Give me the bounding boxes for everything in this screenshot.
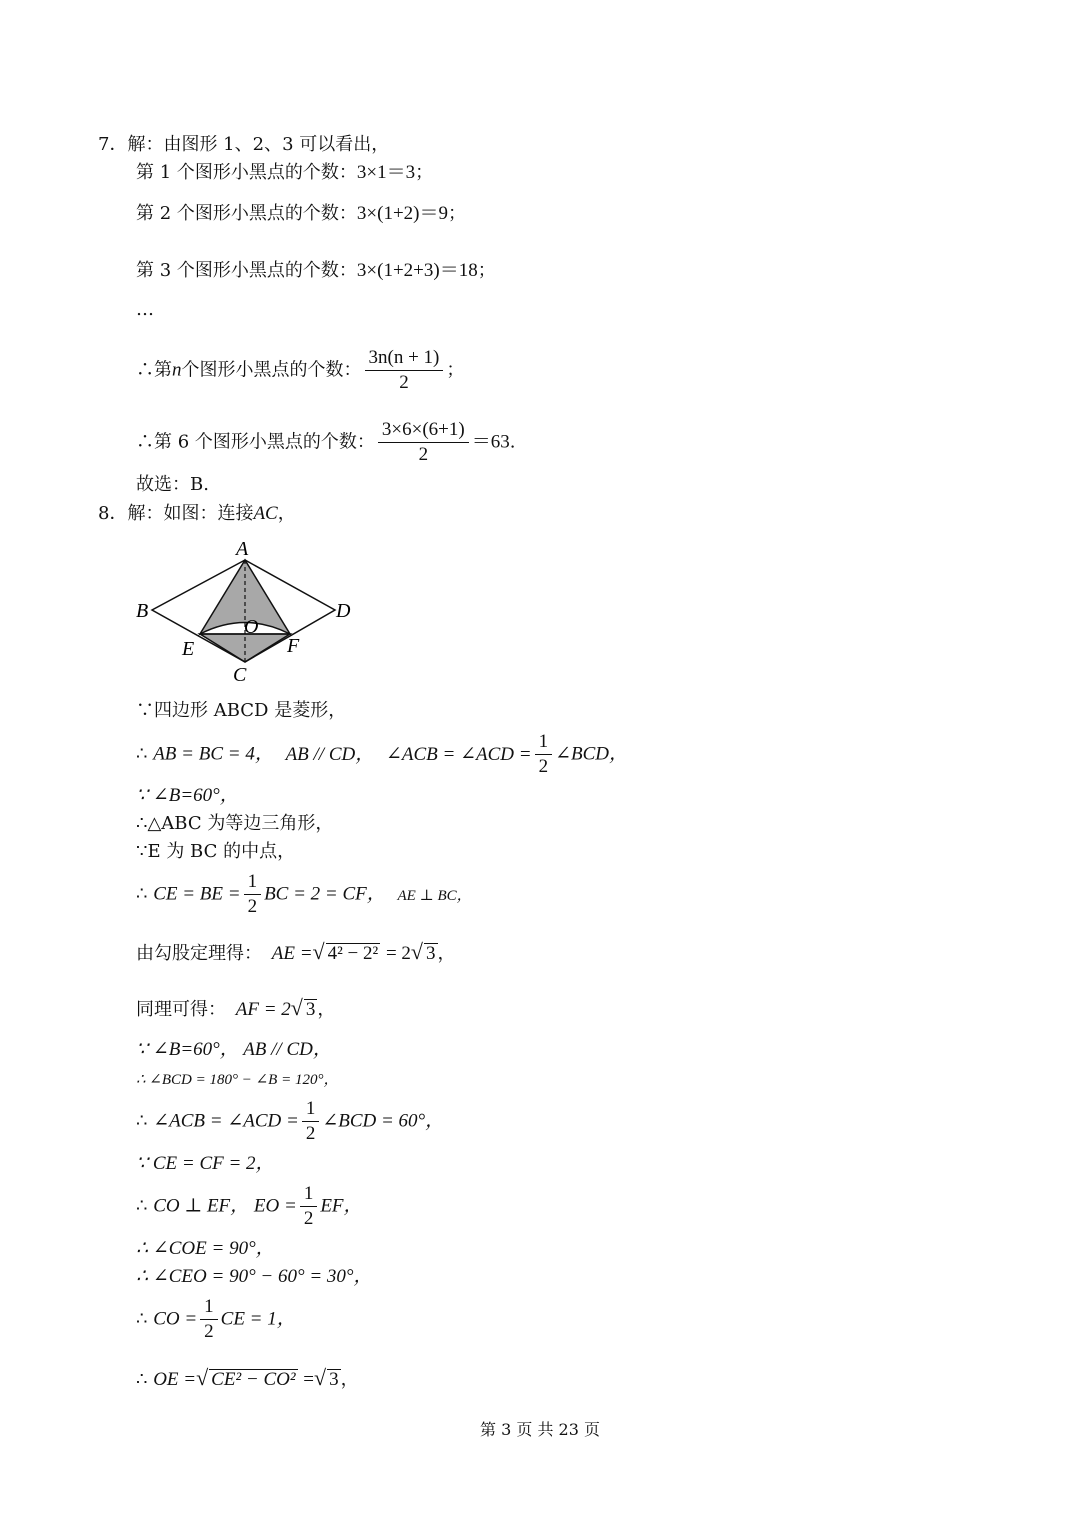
- q8-step-8-radicand: 3: [305, 999, 316, 1020]
- label-c: C: [233, 664, 247, 686]
- q8-step-13-a: CO ⊥ EF， EO =: [153, 1195, 297, 1217]
- q8-step-16-denominator: 2: [204, 1321, 214, 1342]
- q8-step-2-b: AB // CD，: [285, 743, 375, 765]
- q7-heading: [98, 133, 389, 157]
- q7-line-5-numerator: 3×6×(6+1): [378, 419, 469, 443]
- q8-step-9-text: ∵ ∠B=60°， AB // CD，: [136, 1039, 332, 1060]
- q8-step-6-denominator: 2: [247, 896, 258, 917]
- q8-step-17-radicand: CE² − CO²: [211, 1369, 296, 1390]
- q7-line-1-expr: 3×1＝3: [356, 162, 416, 183]
- q8-step-13-numerator: 1: [300, 1183, 318, 1207]
- q8-step-6-c: AE ⊥ BC，: [397, 887, 472, 904]
- radical-sign-icon: √: [290, 995, 303, 1020]
- q8-step-16-a: CO =: [153, 1308, 198, 1330]
- q8-heading: [98, 502, 296, 526]
- q8-step-16-fraction: [200, 1296, 218, 1343]
- q8-step-12: [136, 1152, 275, 1176]
- q7-line-3-text: 第 3 个图形小黑点的个数：: [136, 260, 357, 281]
- q8-step-6-a: CE = BE =: [153, 883, 241, 905]
- q7-line-3: [136, 259, 496, 283]
- q7-answer: 故选：B.: [136, 474, 209, 495]
- q7-line-4-fraction: [365, 347, 444, 394]
- q8-step-14-text: ∴ ∠COE = 90°，: [136, 1238, 275, 1259]
- q8-step-2-a: AB = BC = 4，: [153, 743, 274, 765]
- q8-step-6-fraction: [244, 871, 262, 918]
- q7-line-3-expr: 3×(1+2+3)＝18: [356, 260, 478, 281]
- radical-sign-icon: √: [410, 939, 423, 964]
- q7-line-5: [136, 419, 515, 466]
- q8-step-4: [136, 812, 333, 836]
- label-e: E: [182, 638, 195, 660]
- page-footer: 第 3 页 共 23 页: [480, 1420, 600, 1439]
- q7-line-5-fraction: [378, 419, 469, 466]
- q8-step-2-c: ∠ACB = ∠ACD =: [385, 743, 532, 765]
- q8-heading-text: 解：如图：连接: [127, 503, 254, 524]
- q7-line-2: [136, 202, 466, 226]
- q8-step-11-fraction: [302, 1098, 320, 1145]
- q8-step-17-end: ，: [340, 1369, 359, 1390]
- q8-step-1: [136, 699, 346, 723]
- q8-heading-ac: AC: [253, 503, 278, 524]
- q8-step-16-b: CE = 1，: [220, 1308, 296, 1330]
- q8-step-6-numerator: 1: [244, 871, 262, 895]
- q7-number: 7．: [98, 134, 128, 155]
- q7-line-1-text: 第 1 个图形小黑点的个数：: [136, 162, 357, 183]
- q8-step-13-b: EF，: [320, 1195, 363, 1217]
- q8-step-17-a: OE =: [153, 1369, 197, 1390]
- q8-step-6-prefix: ∴: [136, 883, 148, 905]
- q8-step-6-b: BC = 2 = CF，: [264, 883, 386, 905]
- q8-step-13: [136, 1183, 363, 1230]
- q8-step-17-equals: =: [303, 1369, 315, 1390]
- q8-step-13-prefix: ∴: [136, 1195, 148, 1217]
- q8-step-8: [136, 996, 335, 1022]
- q7-line-4-numerator: 3n(n + 1): [365, 347, 444, 371]
- q7-line-5-denominator: 2: [418, 444, 429, 465]
- q8-step-2-prefix: ∴: [136, 743, 148, 765]
- label-d: D: [336, 600, 351, 622]
- q7-line-2-text: 第 2 个图形小黑点的个数：: [136, 203, 357, 224]
- q8-step-2-denominator: 2: [538, 756, 549, 777]
- q7-line-2-end: ；: [448, 203, 466, 224]
- q8-step-17-radicand-2: 3: [329, 1369, 339, 1390]
- q8-step-6: [136, 871, 472, 918]
- radical-sign-icon: √: [314, 1365, 327, 1390]
- q8-step-2: [136, 731, 628, 778]
- q8-step-7-rhs: = 2: [385, 943, 411, 964]
- q8-step-17-prefix: ∴: [136, 1369, 148, 1390]
- q7-line-4-text: 个图形小黑点的个数：: [181, 359, 362, 381]
- label-f: F: [287, 635, 300, 657]
- q7-line-4-end: ；: [446, 359, 465, 381]
- q7-line-5-result: ＝63: [471, 431, 510, 453]
- q8-step-4-text: ∴△ABC 为等边三角形，: [136, 813, 334, 834]
- q8-step-10-text: ∴ ∠BCD = 180° − ∠B = 120°，: [136, 1072, 339, 1088]
- q8-step-7-lhs: AE =: [271, 943, 313, 964]
- label-o: O: [244, 616, 259, 638]
- q7-heading-text: 解：由图形 1、2、3 可以看出，: [127, 134, 390, 155]
- q8-step-7-text: 由勾股定理得：: [136, 943, 262, 964]
- q7-line-4: [136, 347, 464, 394]
- q8-step-17: [136, 1366, 359, 1392]
- q8-step-11-numerator: 1: [302, 1098, 320, 1122]
- label-a: A: [236, 538, 249, 560]
- q8-step-11-b: ∠BCD = 60°，: [322, 1110, 445, 1132]
- q7-line-4-n: n: [172, 359, 182, 381]
- q8-step-7: [136, 940, 456, 966]
- q8-step-7-radicand-2: 3: [426, 943, 436, 964]
- label-b: B: [136, 600, 149, 622]
- q8-step-7-radicand: 4² − 2²: [327, 943, 379, 964]
- q8-step-3: [136, 784, 239, 808]
- q8-step-1-text: ∵四边形 ABCD 是菱形，: [136, 700, 347, 721]
- q8-step-2-numerator: 1: [535, 731, 553, 755]
- q8-step-7-end: ，: [437, 943, 456, 964]
- q8-step-12-text: ∵ CE = CF = 2，: [136, 1153, 275, 1174]
- q8-step-16-numerator: 1: [200, 1296, 218, 1320]
- q8-step-8-end: ，: [317, 999, 336, 1020]
- q7-line-4-prefix: ∴第: [136, 359, 172, 381]
- rhombus-figure: [130, 533, 365, 688]
- q8-step-14: [136, 1237, 275, 1261]
- q7-ellipsis: …: [136, 299, 154, 320]
- q8-step-8-lhs: AF = 2: [235, 999, 291, 1020]
- q7-line-1-end: ；: [415, 162, 434, 183]
- q8-step-15-text: ∴ ∠CEO = 90° − 60° = 30°，: [136, 1266, 373, 1287]
- q8-step-10: [136, 1067, 338, 1092]
- q8-step-13-denominator: 2: [303, 1208, 314, 1229]
- q8-step-11: [136, 1098, 444, 1145]
- q8-step-2-fraction: [535, 731, 553, 778]
- q8-step-3-text: ∵ ∠B=60°，: [136, 785, 239, 806]
- q8-number: 8．: [98, 503, 128, 524]
- q7-line-3-end: ；: [477, 260, 496, 281]
- q8-step-9: [136, 1038, 332, 1062]
- q8-step-16-prefix: ∴: [136, 1308, 148, 1330]
- q8-step-11-a: ∠ACB = ∠ACD =: [153, 1110, 299, 1132]
- q8-step-11-denominator: 2: [305, 1123, 316, 1144]
- q7-line-2-expr: 3×(1+2)＝9: [356, 203, 448, 224]
- q8-step-2-d: ∠BCD，: [555, 743, 629, 765]
- radical-sign-icon: √: [196, 1365, 209, 1390]
- radical-sign-icon: √: [312, 939, 325, 964]
- q8-step-8-text: 同理可得：: [136, 999, 226, 1020]
- q8-step-13-fraction: [300, 1183, 318, 1230]
- q8-step-5-text: ∵E 为 BC 的中点，: [136, 841, 296, 862]
- q8-step-5: [136, 840, 295, 864]
- q8-heading-end: ，: [277, 503, 296, 524]
- q8-step-16: [136, 1296, 296, 1343]
- q7-line-4-denominator: 2: [399, 372, 409, 393]
- q7-line-5-end: .: [509, 431, 516, 453]
- q7-line-5-text: ∴第 6 个图形小黑点的个数：: [136, 431, 375, 453]
- q7-line-1: [136, 161, 433, 185]
- q8-step-11-prefix: ∴: [136, 1110, 148, 1132]
- q8-step-15: [136, 1265, 373, 1289]
